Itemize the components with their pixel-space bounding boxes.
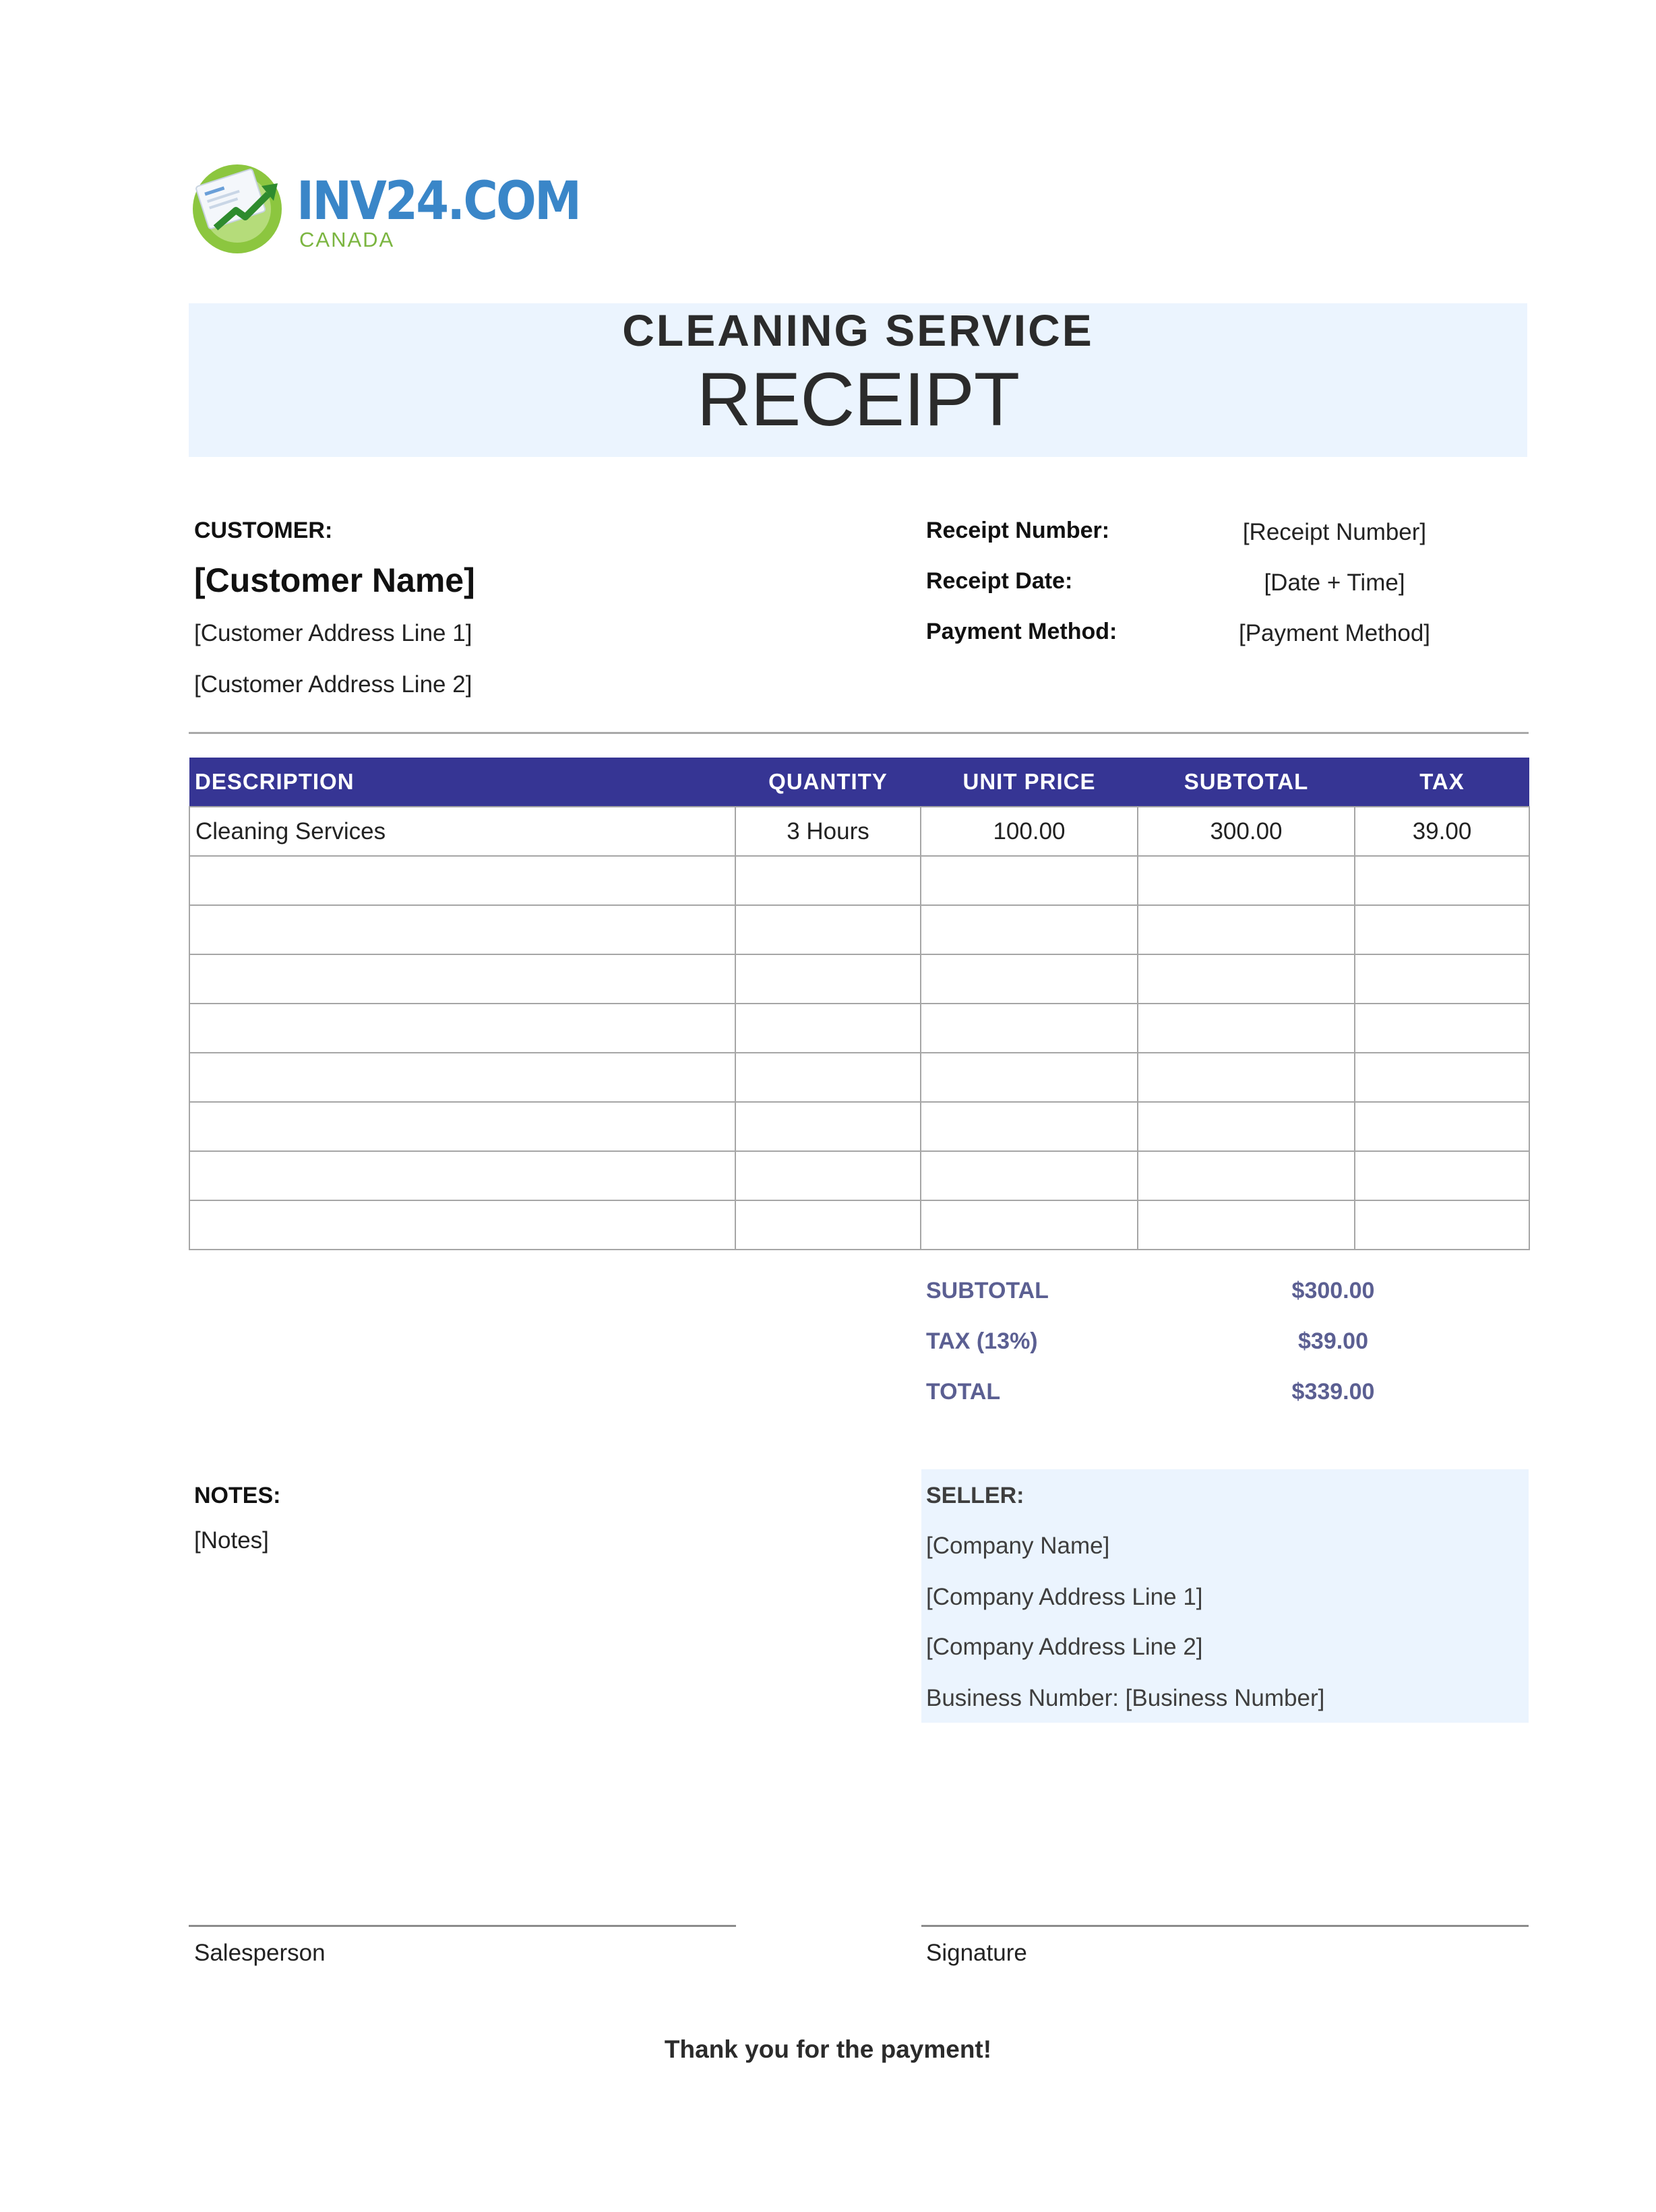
salesperson-label: Salesperson [194,1940,326,1966]
thank-you-message: Thank you for the payment! [664,2035,992,2063]
column-header-tax: TAX [1355,758,1529,807]
cell-tax [1355,856,1529,905]
salesperson-line [189,1925,736,1927]
table-row [189,905,1529,954]
cell-quantity [735,856,921,905]
cell-description [189,1151,735,1200]
document-subtitle: RECEIPT [696,357,1020,441]
document-title: CLEANING SERVICE [622,305,1094,355]
customer-name: [Customer Name] [194,561,475,599]
logo-icon [189,155,297,256]
cell-tax [1355,905,1529,954]
cell-quantity [735,1151,921,1200]
seller-address-line2: [Company Address Line 2] [926,1634,1203,1660]
cell-subtotal [1138,905,1355,954]
column-header-description: DESCRIPTION [189,758,735,807]
column-header-subtotal: SUBTOTAL [1138,758,1355,807]
line-items-table [189,758,1530,1250]
cell-unit-price [921,1004,1138,1053]
seller-label: SELLER: [926,1483,1024,1508]
signature-label: Signature [926,1940,1027,1966]
summary-tax-value: $39.00 [1298,1328,1368,1354]
seller-business-number: Business Number: [Business Number] [926,1685,1325,1711]
cell-quantity [735,1053,921,1102]
customer-label: CUSTOMER: [194,518,333,543]
section-divider [189,732,1529,734]
seller-company-name: [Company Name] [926,1533,1110,1559]
receipt-number-label: Receipt Number: [926,518,1110,543]
cell-description [189,905,735,954]
cell-tax [1355,1053,1529,1102]
payment-method-value: [Payment Method] [1238,620,1431,646]
cell-subtotal [1138,1053,1355,1102]
table-row [189,1200,1529,1250]
summary-subtotal-label: SUBTOTAL [926,1278,1049,1303]
customer-address-line1: [Customer Address Line 1] [194,620,472,646]
cell-description [189,1102,735,1151]
table-row [189,807,1529,856]
summary-total-value: $339.00 [1291,1379,1375,1405]
table-row [189,1151,1529,1200]
cell-tax: 39.00 [1355,807,1529,856]
cell-quantity [735,1102,921,1151]
cell-quantity: 3 Hours [735,807,921,856]
cell-description [189,1053,735,1102]
signature-line [921,1925,1529,1927]
cell-tax [1355,1102,1529,1151]
table-row [189,954,1529,1004]
seller-address-line1: [Company Address Line 1] [926,1584,1203,1610]
cell-unit-price [921,954,1138,1004]
table-row [189,1053,1529,1102]
table-row [189,1102,1529,1151]
summary-total-label: TOTAL [926,1379,1001,1405]
receipt-number-value: [Receipt Number] [1242,519,1427,545]
notes-value: [Notes] [194,1527,269,1554]
logo-country-text: CANADA [299,228,395,251]
cell-quantity [735,905,921,954]
cell-tax [1355,1200,1529,1250]
cell-description [189,1200,735,1250]
company-logo [189,155,580,263]
cell-description: Cleaning Services [189,807,735,856]
cell-subtotal: 300.00 [1138,807,1355,856]
payment-method-label: Payment Method: [926,619,1117,644]
cell-tax [1355,1004,1529,1053]
cell-unit-price [921,1102,1138,1151]
cell-description [189,954,735,1004]
cell-subtotal [1138,1102,1355,1151]
notes-label: NOTES: [194,1483,281,1508]
column-header-quantity: QUANTITY [735,758,921,807]
cell-quantity [735,1200,921,1250]
logo-brand-text: INV24.COM [297,171,580,232]
table-header-row [189,758,1529,807]
table-row [189,856,1529,905]
table-row [189,1004,1529,1053]
cell-tax [1355,1151,1529,1200]
receipt-date-value: [Date + Time] [1264,570,1405,596]
summary-subtotal-value: $300.00 [1291,1278,1375,1303]
summary-tax-label: TAX (13%) [926,1328,1038,1354]
cell-subtotal [1138,1200,1355,1250]
column-header-unit-price: UNIT PRICE [921,758,1138,807]
cell-unit-price [921,856,1138,905]
cell-unit-price [921,905,1138,954]
receipt-date-label: Receipt Date: [926,568,1073,594]
cell-subtotal [1138,1004,1355,1053]
cell-subtotal [1138,954,1355,1004]
cell-unit-price [921,1200,1138,1250]
cell-unit-price [921,1151,1138,1200]
cell-subtotal [1138,1151,1355,1200]
cell-unit-price [921,1053,1138,1102]
cell-subtotal [1138,856,1355,905]
customer-address-line2: [Customer Address Line 2] [194,671,472,698]
cell-tax [1355,954,1529,1004]
cell-quantity [735,1004,921,1053]
cell-description [189,1004,735,1053]
cell-unit-price: 100.00 [921,807,1138,856]
cell-description [189,856,735,905]
cell-quantity [735,954,921,1004]
